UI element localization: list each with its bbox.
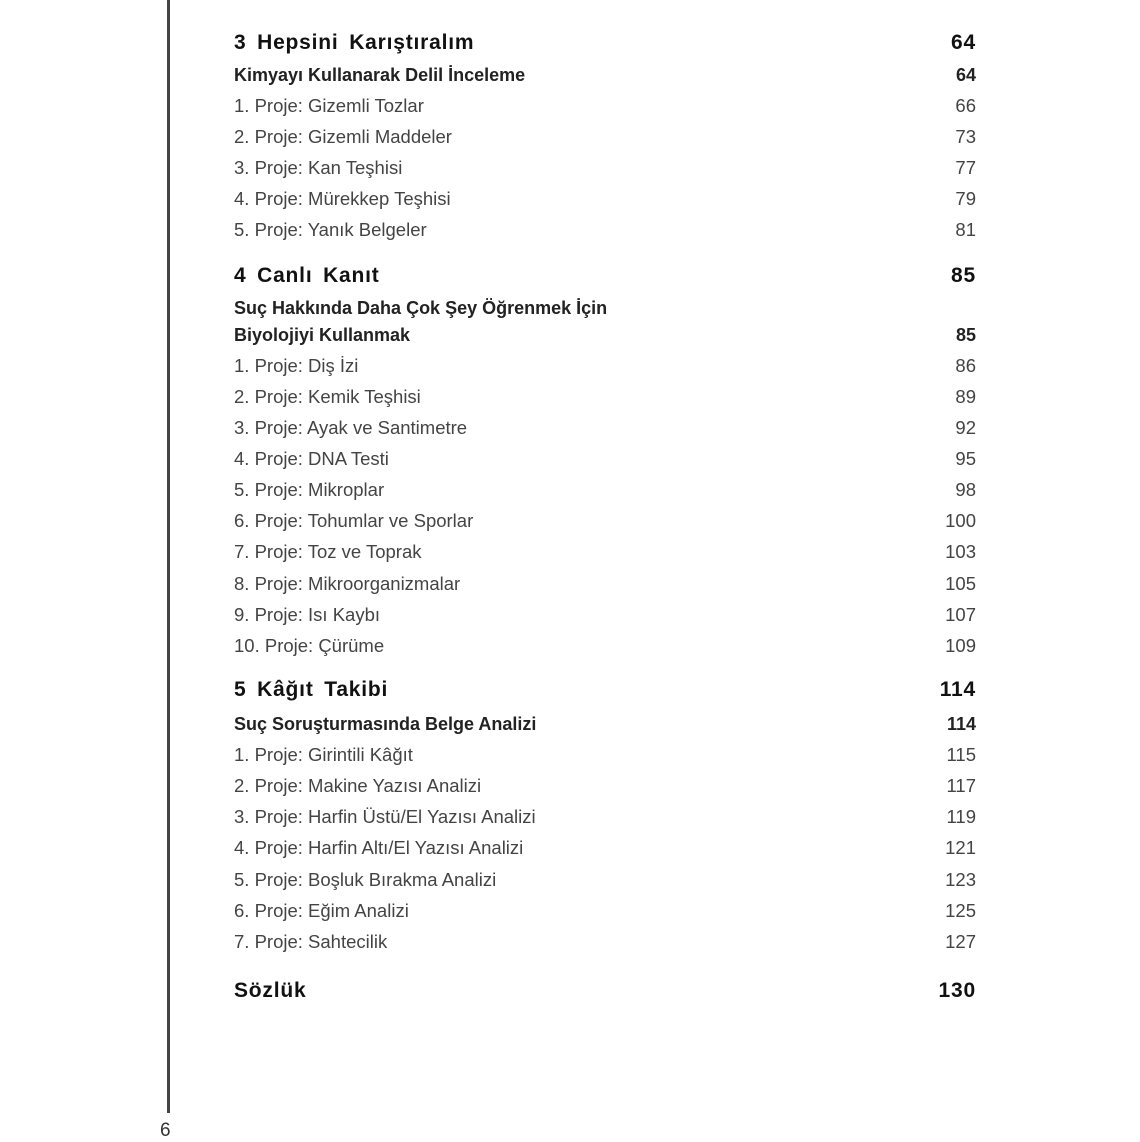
toc-entry-page: 73 <box>955 126 976 147</box>
toc-entry-page: 121 <box>945 837 976 858</box>
toc-entry-page: 130 <box>938 979 976 1002</box>
toc-entry-page: 125 <box>945 900 976 921</box>
toc-entry-title: 7. Proje: Toz ve Toprak <box>234 541 422 562</box>
toc-sub-entry <box>234 61 976 89</box>
toc-entry-title: 4. Proje: Harfin Altı/El Yazısı Analizi <box>234 837 524 858</box>
toc-entry-title: 1. Proje: Diş İzi <box>234 355 359 376</box>
toc-entry-title: 5. Proje: Boşluk Bırakma Analizi <box>234 869 497 890</box>
toc-entry-page: 127 <box>945 931 976 952</box>
toc-item-entry <box>234 741 976 769</box>
toc-entry-page: 85 <box>955 325 976 345</box>
toc-item-entry <box>234 352 976 380</box>
toc-chapter-entry <box>234 29 976 57</box>
toc-entry-page: 107 <box>945 604 976 625</box>
toc-entry-title: 4. Proje: DNA Testi <box>234 448 389 469</box>
toc-item-entry <box>234 834 976 862</box>
toc-entry-title: 7. Proje: Sahtecilik <box>234 931 388 952</box>
toc-chapter-entry <box>234 676 976 704</box>
toc-entry-title: 3 Hepsini Karıştıralım <box>234 31 475 54</box>
toc-entry-page: 123 <box>945 869 976 890</box>
toc-entry-page: 85 <box>951 264 976 287</box>
toc-item-entry <box>234 803 976 831</box>
toc-sub-entry <box>234 321 976 349</box>
page-number: 6 <box>160 1120 171 1141</box>
toc-entry-title: 1. Proje: Girintili Kâğıt <box>234 744 413 765</box>
toc-item-entry <box>234 632 976 660</box>
toc-entry-title: 5. Proje: Yanık Belgeler <box>234 219 427 240</box>
toc-item-entry <box>234 383 976 411</box>
toc-entry-page: 81 <box>955 219 976 240</box>
toc-entry-title: Biyolojiyi Kullanmak <box>234 325 411 345</box>
toc-entry-page: 64 <box>951 31 976 54</box>
toc-entry-title: 1. Proje: Gizemli Tozlar <box>234 95 424 116</box>
toc-entry-title: 10. Proje: Çürüme <box>234 635 385 656</box>
toc-entry-page: 105 <box>945 573 976 594</box>
toc-item-entry <box>234 601 976 629</box>
toc-entry-page: 95 <box>955 448 976 469</box>
toc-entry-page: 119 <box>946 806 976 827</box>
toc-entry-title: 3. Proje: Harfin Üstü/El Yazısı Analizi <box>234 806 536 827</box>
toc-entry-page: 98 <box>955 479 976 500</box>
toc-item-entry <box>234 445 976 473</box>
toc-item-entry <box>234 154 976 182</box>
toc-item-entry <box>234 185 976 213</box>
toc-entry-title: 6. Proje: Eğim Analizi <box>234 900 409 921</box>
toc-entry-page: 115 <box>946 744 976 765</box>
toc-item-entry <box>234 538 976 566</box>
toc-entry-page: 89 <box>955 386 976 407</box>
toc-entry-page: 114 <box>946 714 976 734</box>
toc-entry-page: 100 <box>945 510 976 531</box>
toc-entry-title: Suç Soruşturmasında Belge Analizi <box>234 714 537 734</box>
toc-entry-page: 64 <box>955 65 976 85</box>
toc-entry-title: 2. Proje: Gizemli Maddeler <box>234 126 452 147</box>
toc-sub-entry <box>234 294 976 322</box>
toc-item-entry <box>234 476 976 504</box>
toc-entry-title: 5 Kâğıt Takibi <box>234 678 389 701</box>
toc-sub-entry <box>234 710 976 738</box>
toc-entry-page: 77 <box>955 157 976 178</box>
toc-item-entry <box>234 123 976 151</box>
toc-item-entry <box>234 897 976 925</box>
toc-item-entry <box>234 772 976 800</box>
toc-entry-title: Kimyayı Kullanarak Delil İnceleme <box>234 65 526 85</box>
toc-entry-page: 86 <box>955 355 976 376</box>
toc-item-entry <box>234 866 976 894</box>
toc-entry-page: 79 <box>955 188 976 209</box>
toc-item-entry <box>234 92 976 120</box>
page-margin-rule <box>167 0 170 1113</box>
toc-entry-page: 66 <box>955 95 976 116</box>
toc-entry-title: 8. Proje: Mikroorganizmalar <box>234 573 461 594</box>
toc-entry-title: 9. Proje: Isı Kaybı <box>234 604 381 625</box>
toc-entry-title: 6. Proje: Tohumlar ve Sporlar <box>234 510 474 531</box>
toc-item-entry <box>234 414 976 442</box>
toc-glossary-entry <box>234 977 976 1005</box>
toc-entry-page: 103 <box>945 541 976 562</box>
toc-entry-title: 5. Proje: Mikroplar <box>234 479 385 500</box>
toc-chapter-entry <box>234 262 976 290</box>
toc-entry-page: 109 <box>945 635 976 656</box>
toc-item-entry <box>234 928 976 956</box>
toc-entry-page: 117 <box>946 775 976 796</box>
toc-entry-title: 3. Proje: Ayak ve Santimetre <box>234 417 468 438</box>
toc-entry-page: 114 <box>939 678 976 701</box>
toc-entry-title: 4 Canlı Kanıt <box>234 264 380 287</box>
toc-entry-title: 2. Proje: Kemik Teşhisi <box>234 386 421 407</box>
toc-entry-title: Suç Hakkında Daha Çok Şey Öğrenmek İçin <box>234 298 608 318</box>
toc-item-entry <box>234 507 976 535</box>
toc-item-entry <box>234 216 976 244</box>
toc-entry-title: Sözlük <box>234 979 307 1002</box>
toc-entry-title: 4. Proje: Mürekkep Teşhisi <box>234 188 451 209</box>
toc-item-entry <box>234 570 976 598</box>
toc-entry-title: 2. Proje: Makine Yazısı Analizi <box>234 775 482 796</box>
toc-entry-title: 3. Proje: Kan Teşhisi <box>234 157 403 178</box>
toc-entry-page: 92 <box>955 417 976 438</box>
